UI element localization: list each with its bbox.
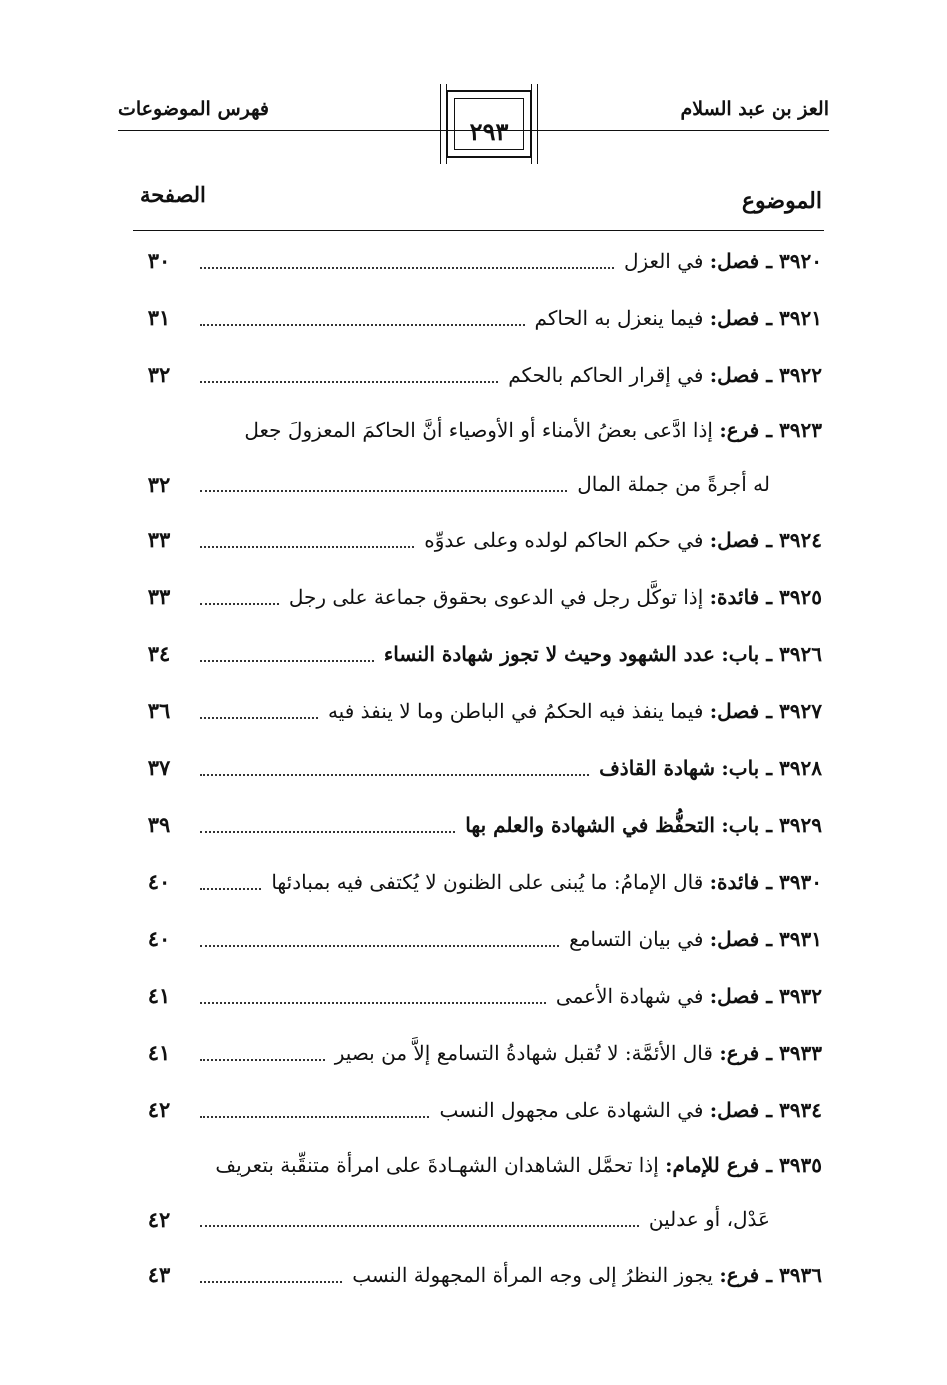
dot-leader xyxy=(200,1059,325,1061)
entry-type: باب: xyxy=(721,812,760,837)
running-header-section: فهرس الموضوعات xyxy=(118,98,269,120)
entry-title: في بيان التسامع xyxy=(569,926,704,951)
entry-title-continued: له أجرةً من جملة المال xyxy=(577,472,770,496)
dot-leader xyxy=(200,603,279,605)
dot-leader xyxy=(200,324,525,326)
entry-dash: ـ xyxy=(759,641,780,666)
dot-leader xyxy=(200,1281,342,1283)
entry-number: ٣٩٢٧ xyxy=(779,698,822,723)
entry-dash: ـ xyxy=(759,1262,780,1287)
entry-title: في العزل xyxy=(623,248,704,273)
entry-gap xyxy=(715,813,721,837)
entry-number: ٣٩٣٤ xyxy=(779,1097,822,1122)
entry-number: ٣٩٢٤ xyxy=(779,527,822,552)
header-rule xyxy=(118,130,829,131)
entry-title: فيما ينعزل به الحاكم xyxy=(534,305,704,330)
entry-gap xyxy=(703,1098,709,1122)
entry-number: ٣٩٣٠ xyxy=(779,869,822,894)
entry-page: ٣٠ xyxy=(147,248,171,273)
entry-dash: ـ xyxy=(759,1040,780,1065)
entry-gap xyxy=(715,756,721,780)
entry-gap xyxy=(703,528,709,552)
toc-entry xyxy=(130,346,822,403)
entry-type: فصل: xyxy=(709,527,760,552)
entry-number: ٣٩٢٣ xyxy=(779,418,822,442)
entry-dash: ـ xyxy=(759,698,780,723)
entry-title: إذا تحمَّل الشاهدان الشهـادةَ على امرأة متنقِّبة بتعريف xyxy=(215,1153,659,1177)
entry-page: ٣٦ xyxy=(147,698,171,723)
entry-gap xyxy=(703,363,709,387)
dot-leader xyxy=(200,1002,546,1004)
entry-page: ٤٠ xyxy=(147,926,171,951)
entry-type: فصل: xyxy=(709,1097,760,1122)
entry-page: ٤٢ xyxy=(147,1206,171,1232)
column-heading-page: الصفحة xyxy=(140,182,206,207)
dot-leader xyxy=(200,945,559,947)
dot-leader xyxy=(200,267,614,269)
entry-page: ٣٧ xyxy=(147,755,171,780)
toc-entry xyxy=(130,625,822,682)
entry-number: ٣٩٢٨ xyxy=(779,755,822,780)
entry-number: ٣٩٢٩ xyxy=(779,812,822,837)
entry-number: ٣٩٣٢ xyxy=(779,983,822,1008)
entry-number: ٣٩٢٦ xyxy=(779,641,822,666)
entry-type: فصل: xyxy=(709,698,760,723)
entry-title: إذا توكَّل رجل في الدعوى بحقوق جماعة على رجل xyxy=(288,584,704,609)
entry-page: ٣٤ xyxy=(147,641,171,666)
entry-dash: ـ xyxy=(759,1153,780,1177)
entry-dash: ـ xyxy=(759,983,780,1008)
toc-entry xyxy=(130,910,822,967)
entry-title: شهادة القاذف xyxy=(599,755,715,780)
entry-gap xyxy=(703,870,709,894)
entry-number: ٣٩٢٠ xyxy=(779,248,822,273)
toc-entry xyxy=(130,1138,822,1246)
column-heading-rule xyxy=(133,230,824,231)
entry-type: فائدة: xyxy=(709,584,760,609)
entry-type: فصل: xyxy=(709,362,760,387)
entry-title-continued: عَدْل، أو عدلين xyxy=(648,1207,770,1231)
toc-entry xyxy=(130,511,822,568)
column-headings xyxy=(135,180,822,230)
entry-type: فصل: xyxy=(709,983,760,1008)
entry-type: فائدة: xyxy=(709,869,760,894)
entry-type: فرع: xyxy=(719,418,760,442)
entry-type: باب: xyxy=(721,641,760,666)
entry-page: ٤٣ xyxy=(147,1262,171,1287)
toc-entry xyxy=(130,1081,822,1138)
toc-entry xyxy=(130,289,822,346)
entry-gap xyxy=(715,642,721,666)
entry-dash: ـ xyxy=(759,418,780,442)
entry-number: ٣٩٣٥ xyxy=(779,1153,822,1177)
toc-entry xyxy=(130,1024,822,1081)
toc-entry xyxy=(130,796,822,853)
entry-type: فرع: xyxy=(719,1262,760,1287)
entry-gap xyxy=(713,418,719,442)
dot-leader xyxy=(200,381,498,383)
entry-gap xyxy=(703,306,709,330)
running-header-author: العز بن عبد السلام xyxy=(680,98,829,120)
entry-page: ٣١ xyxy=(147,305,171,330)
entry-page: ٣٣ xyxy=(147,527,171,552)
entry-title: قال الإمامُ: ما يُبنى على الظنون لا يُكتفى فيه بمبادئها xyxy=(271,869,704,894)
entry-gap xyxy=(703,249,709,273)
column-heading-topic: الموضوع xyxy=(741,188,822,214)
toc-entry xyxy=(130,967,822,1024)
entry-title: في حكم الحاكم لولده وعلى عدوِّه xyxy=(424,527,704,552)
entry-dash: ـ xyxy=(759,869,780,894)
entry-gap xyxy=(659,1153,665,1177)
entry-page: ٤١ xyxy=(147,1040,171,1065)
entry-title: يجوز النظرُ إلى وجه المرأة المجهولة النسب xyxy=(352,1262,713,1287)
entry-number: ٣٩٣٣ xyxy=(779,1040,822,1065)
toc-entry xyxy=(130,568,822,625)
entry-dash: ـ xyxy=(759,584,780,609)
entry-gap xyxy=(713,1263,719,1287)
entry-dash: ـ xyxy=(759,305,780,330)
entry-dash: ـ xyxy=(759,926,780,951)
entry-title: عدد الشهود وحيث لا تجوز شهادة النساء xyxy=(383,641,715,666)
entry-gap xyxy=(713,1041,719,1065)
toc-entry xyxy=(130,232,822,289)
entry-type: فصل: xyxy=(709,926,760,951)
entry-dash: ـ xyxy=(759,755,780,780)
entry-dash: ـ xyxy=(759,812,780,837)
entry-title: في إقرار الحاكم بالحكم xyxy=(508,362,704,387)
entry-title: في الشهادة على مجهول النسب xyxy=(439,1097,704,1122)
entry-page: ٣٢ xyxy=(147,471,171,497)
entry-type: فرع: xyxy=(719,1040,760,1065)
running-header xyxy=(118,78,829,168)
entry-page: ٣٢ xyxy=(147,362,171,387)
entry-title: قال الأئمَّة: لا تُقبل شهادةُ التسامع إلاَّ من بصير xyxy=(334,1040,713,1065)
dot-leader xyxy=(200,546,414,548)
table-of-contents xyxy=(130,232,822,1303)
page-number: ٢٩٣ xyxy=(469,116,509,146)
entry-title: في شهادة الأعمى xyxy=(555,983,704,1008)
entry-gap xyxy=(703,699,709,723)
entry-title: التحفُّظ في الشهادة والعلم بها xyxy=(465,812,715,837)
dot-leader xyxy=(200,831,455,833)
entry-number: ٣٩٣٦ xyxy=(779,1262,822,1287)
entry-gap xyxy=(703,927,709,951)
toc-entry xyxy=(130,853,822,910)
entry-type: فصل: xyxy=(709,248,760,273)
entry-number: ٣٩٢٥ xyxy=(779,584,822,609)
entry-page: ٤٢ xyxy=(147,1097,171,1122)
toc-entry xyxy=(130,1246,822,1303)
entry-number: ٣٩٢٢ xyxy=(779,362,822,387)
entry-dash: ـ xyxy=(759,248,780,273)
entry-page: ٤١ xyxy=(147,983,171,1008)
entry-type: فصل: xyxy=(709,305,760,330)
entry-dash: ـ xyxy=(759,1097,780,1122)
toc-entry xyxy=(130,682,822,739)
entry-title: إذا ادَّعى بعضُ الأمناء أو الأوصياء أنَّ الحاكمَ المعزولَ جعل xyxy=(244,418,713,442)
entry-gap xyxy=(703,984,709,1008)
entry-page: ٤٠ xyxy=(147,869,171,894)
entry-title: فيما ينفذ فيه الحكمُ في الباطن وما لا ينفذ فيه xyxy=(327,698,704,723)
dot-leader xyxy=(200,888,261,890)
toc-entry xyxy=(130,403,822,511)
dot-leader xyxy=(200,490,567,492)
entry-number: ٣٩٢١ xyxy=(779,305,822,330)
entry-gap xyxy=(703,585,709,609)
dot-leader xyxy=(200,774,589,776)
entry-type: باب: xyxy=(721,755,760,780)
toc-entry xyxy=(130,739,822,796)
entry-number: ٣٩٣١ xyxy=(779,926,822,951)
entry-type: فرع للإمام: xyxy=(665,1153,760,1177)
entry-dash: ـ xyxy=(759,527,780,552)
dot-leader xyxy=(200,1225,639,1227)
dot-leader xyxy=(200,660,374,662)
entry-page: ٣٩ xyxy=(147,812,171,837)
dot-leader xyxy=(200,717,318,719)
entry-page: ٣٣ xyxy=(147,584,171,609)
entry-dash: ـ xyxy=(759,362,780,387)
page-number-frame xyxy=(446,90,532,158)
dot-leader xyxy=(200,1116,429,1118)
